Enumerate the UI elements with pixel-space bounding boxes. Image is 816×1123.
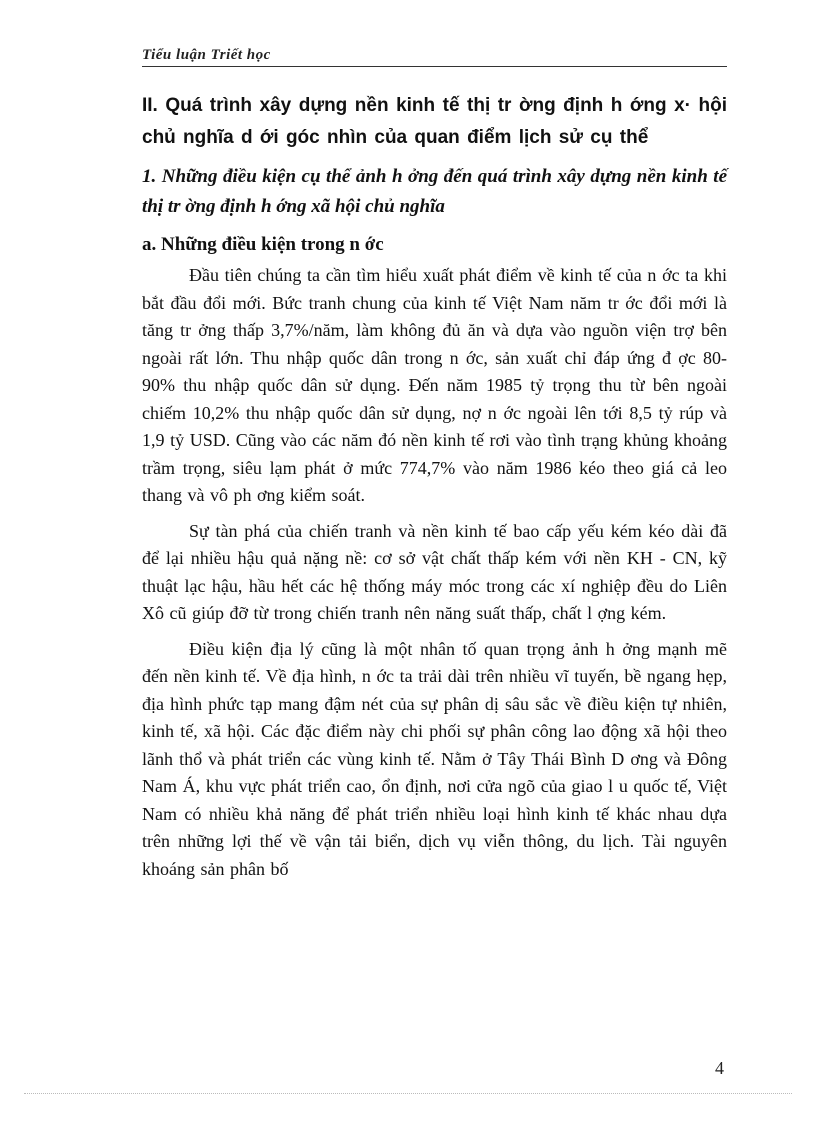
body-paragraph-2: Sự tàn phá của chiến tranh và nền kinh tế bao cấp yếu kém kéo dài đã để lại nhiều hậu quả nặng nề: cơ sở vật chất thấp kém với nền KH - CN, kỹ thuật lạc hậu, hầu hết các hệ thống máy móc trong các xí nghiệp đều do Liên Xô cũ giúp đỡ từ trong chiến tranh nên năng suất thấp, chất l ợng kém.: [142, 520, 727, 623]
header-rule: [142, 66, 727, 67]
page-number: 4: [715, 1058, 724, 1078]
subsection-heading: 1. Những điều kiện cụ thể ảnh h ởng đến quá trình xây dựng nền kinh tế thị tr ờng định h ớng xã hội chủ nghĩa: [142, 166, 727, 217]
body-paragraph-3: Điều kiện địa lý cũng là một nhân tố quan trọng ảnh h ởng mạnh mẽ đến nền kinh tế. Về địa hình, n ớc ta trải dài trên nhiều vĩ tuyến, bề ngang hẹp, địa hình phức tạp mang đậm nét của sự phân dị sâu sắc về điều kiện tự nhiên, kinh tế, xã hội. Các đặc điểm này chi phối sự phân công lao động xã hội theo lãnh thổ và phát triển các vùng kinh tế. Nằm ở Tây Thái Bình D ơng và Đông Nam Á, khu vực phát triển cao, ổn định, nơi cửa ngõ của giao l u quốc tế, Việt Nam có nhiều khả năng để phát triển nhiều loại hình kinh tế khác nhau dựa trên những lợi thế về vận tải biển, dịch vụ viễn thông, du lịch. Tài nguyên khoáng sản phân bố: [142, 638, 727, 879]
body-paragraph-1: Đầu tiên chúng ta cần tìm hiểu xuất phát điểm về kinh tế của n ớc ta khi bắt đầu đổi mới. Bức tranh chung của kinh tế Việt Nam năm tr ớc đổi mới là tăng tr ởng thấp 3,7%/năm, làm không đủ ăn và dựa vào nguồn viện trợ bên ngoài rất lớn. Thu nhập quốc dân trong n ớc, sản xuất chỉ đáp ứng đ ợc 80-90% thu nhập quốc dân sử dụng. Đến năm 1985 tỷ trọng thu từ bên ngoài chiếm 10,2% thu nhập quốc dân sử dụng, nợ n ớc ngoài lên tới 8,5 tỷ rúp và 1,9 tỷ USD. Cũng vào các năm đó nền kinh tế rơi vào tình trạng khủng khoảng trầm trọng, siêu lạm phát ở mức 774,7% vào năm 1986 kéo theo giá cả leo thang và vô ph ơng kiểm soát.: [142, 265, 727, 505]
section-heading: II. Quá trình xây dựng nền kinh tế thị tr ờng định h ớng x· hội chủ nghĩa d ới góc nhìn của quan điểm lịch sử cụ thể: [142, 95, 727, 148]
page-content: [142, 90, 727, 891]
running-header: Tiểu luận Triết học: [142, 47, 271, 63]
page-bottom-border: [24, 1093, 792, 1094]
subsubsection-heading: a. Những điều kiện trong n ớc: [142, 234, 384, 255]
